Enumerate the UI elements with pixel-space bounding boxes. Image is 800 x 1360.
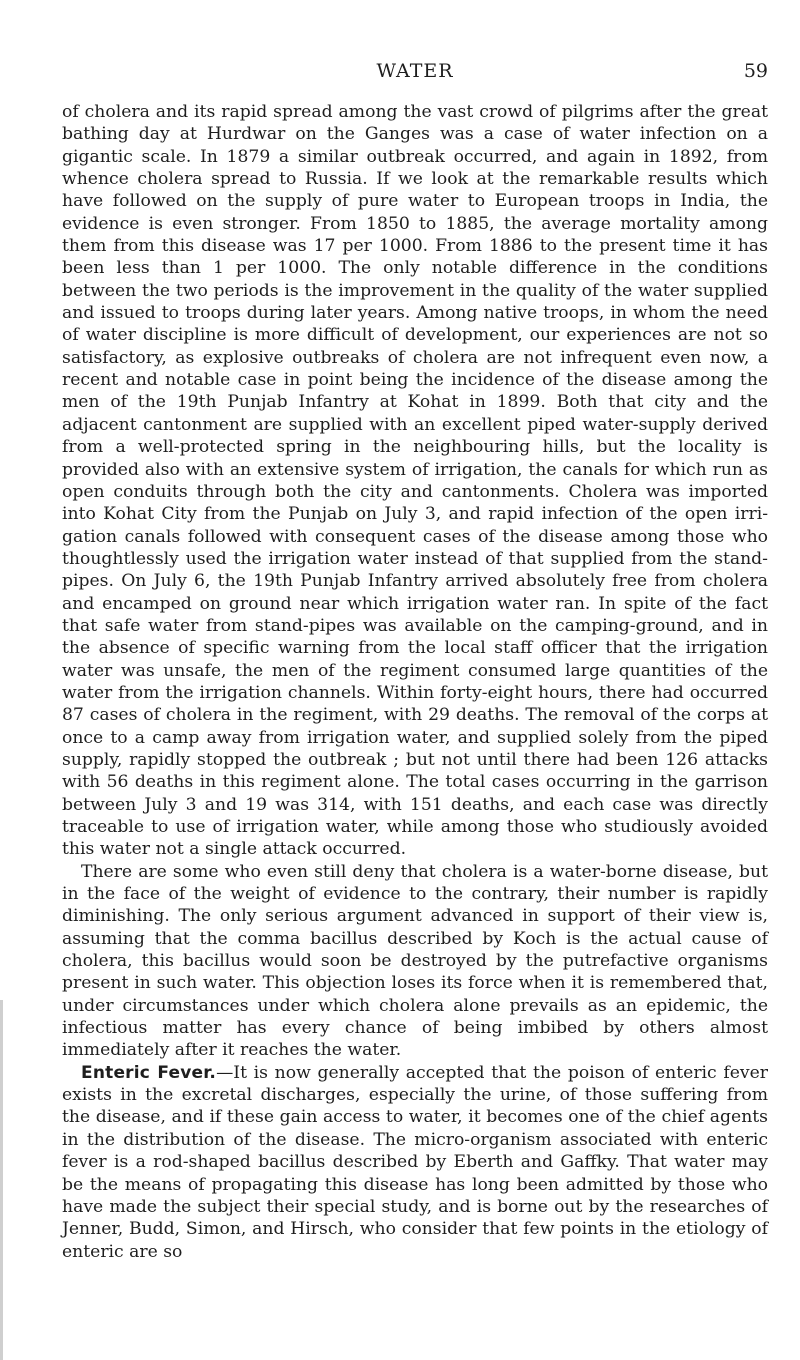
running-title: WATER [376,60,454,82]
running-head [62,60,768,86]
paragraph-cholera-kohat: of cholera and its rapid spread among the vast crowd of pilgrims after the great bathing day at Hurdwar on the Ganges was a case of water infection on a gigantic scale. In 1879 a similar outbreak occurred, and again in 1892, from whence cholera spread to Russia. If we look at the remarkable results which have followed on the supply of pure water to European troops in India, the evidence is even stronger. From 1850 to 1885, the average mortality among them from this disease was 17 per 1000. From 1886 to the present time it has been less than 1 per 1000. The only notable difference in the conditions between the two periods is the improvement in the quality of the water supplied and issued to troops during later years. Among native troops, in whom the need of water discipline is more difficult of development, our experiences are not so satisfactory, as explosive outbreaks of cholera are not infrequent even now, a recent and notable case in point being the incidence of the disease among the men of the 19th Punjab Infantry at Kohat in 1899. Both that city and the adjacent cantonment are supplied with an excellent piped water-supply derived from a well-protected spring in the neighbouring hills, but the locality is provided also with an extensive system of irrigation, the canals for which run as open conduits through both the city and cantonments. Cholera was imported into Kohat City from the Punjab on July 3, and rapid infection of the open irrigation canals followed with consequent cases of the disease among those who thoughtlessly used the irrigation water instead of that supplied from the stand-pipes. On July 6, the 19th Punjab Infantry arrived absolutely free from cholera and encamped on ground near which irrigation water ran. In spite of the fact that safe water from stand-pipes was available on the camping-ground, and in the absence of specific warning from the local staff officer that the irrigation water was unsafe, the men of the regiment consumed large quantities of the water from the irrigation channels. Within forty-eight hours, there had occurred 87 cases of cholera in the regiment, with 29 deaths. The removal of the corps at once to a camp away from irrigation water, and supplied solely from the piped supply, rapidly stopped the outbreak ; but not until there had been 126 attacks with 56 deaths in this regiment alone. The total cases occurring in the garrison between July 3 and 19 was 314, with 151 deaths, and each case was directly traceable to use of irrigation water, while among those who studiously avoided this water not a single attack occurred. [62,102,768,860]
enteric-fever-text: —It is now generally accepted that the poison of enteric fever exists in the excretal discharges, especially the urine, of those suffering from the disease, and if these gain access to water, it becomes one of the chief agents in the distribution of the disease. The micro-organism associated with enteric fever is a rod-shaped bacillus described by Eberth and Gaffky. That water may be the means of propagating this disease has long been admitted by those who have made the subject their special study, and is borne out by the researches of Jenner, Budd, Simon, and Hirsch, who consider that few points in the etiology of enteric are so [62,1062,768,1262]
paragraph-enteric-fever [62,1062,768,1263]
section-heading-enteric-fever: Enteric Fever. [81,1062,217,1083]
paragraph-water-borne-argument: There are some who even still deny that cholera is a water-borne disease, but in the face of the weight of evidence to the contrary, their number is rapidly diminishing. The only serious argument advanced in support of their view is, assuming that the comma bacillus described by Koch is the actual cause of cholera, this bacillus would soon be destroyed by the putrefactive organisms present in such water. This objection loses its force when it is remembered that, under circumstances under which cholera alone prevails as an epidemic, the infectious matter has every chance of being imbibed by others almost immediately after it reaches the water. [62,861,768,1061]
body-text [62,101,768,1263]
page-edge-shadow [0,1000,3,1360]
page-number: 59 [743,60,768,82]
